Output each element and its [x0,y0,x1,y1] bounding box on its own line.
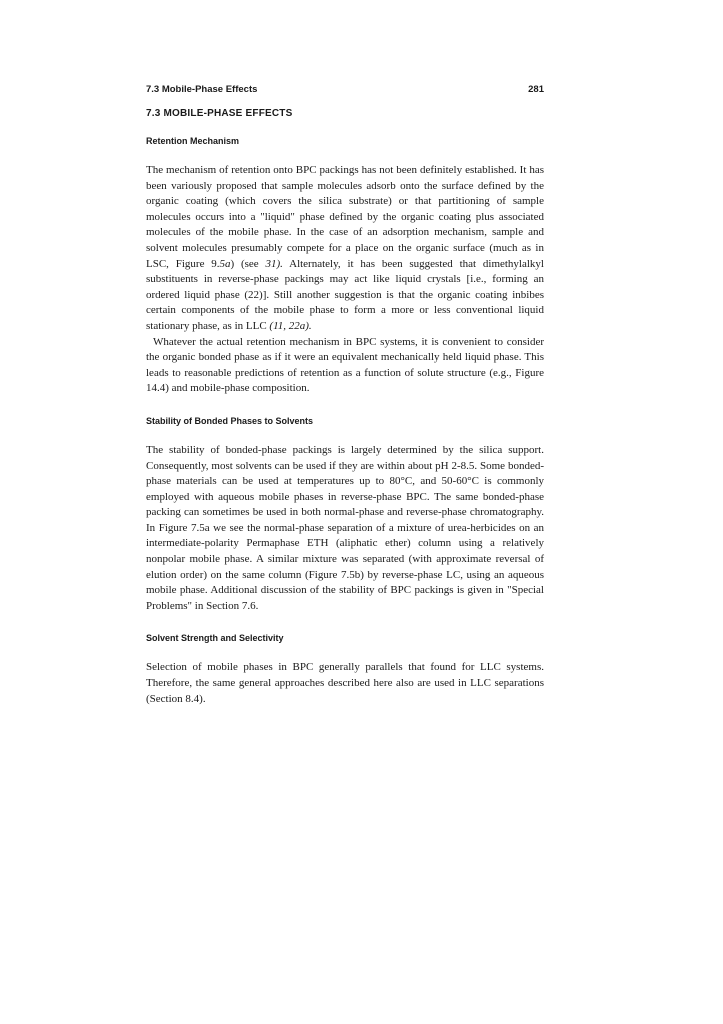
retention-p1-text-b: ) (see [230,257,266,270]
retention-p1-text-c: Alternately, it has been suggested that dimethylalkyl substituents in reverse-phase packings may act like liquid crystals [i.e., forming an ordered liquid phase (22)]. Still another suggestion is that the organic coating inbibes certain components of the mobile phase to form a more or less conventional liquid stationary phase, as in LLC [146,257,544,332]
solvent-strength-heading: Solvent Strength and Selectivity [146,633,284,644]
stability-paragraph-1: The stability of bonded-phase packings is largely determined by the silica support. Consequently, most solvents can be used if they are within about pH 2-8.5. Some bonded-phase materials can be used at temperatures up to 80°C, and 50-60°C is commonly employed with aqueous mobile phases in reverse-phase BPC. The same bonded-phase packing can sometimes be used in both normal-phase and reverse-phase chromatography. In Figure 7.5a we see the normal-phase separation of a mixture of urea-herbicides on an intermediate-polarity Permaphase ETH (aliphatic ether) column using a relatively nonpolar mobile phase. A similar mixture was separated (with approximate reversal of elution order) on the same column (Figure 7.5b) by reverse-phase LC, using an aqueous mobile phase. Additional discussion of the stability of BPC packings is given in "Special Problems" in Section 7.6. [146,443,544,612]
page-number: 281 [528,84,544,95]
solvent-paragraph-1: Selection of mobile phases in BPC generally parallels that found for LLC systems. Therefore, the same general approaches described here also are used in LLC separations (Section 8.4). [146,661,544,705]
retention-p1-text-a: The mechanism of retention onto BPC packings has not been definitely established. It has been variously proposed that sample molecules adsorb onto the surface defined by the organic coating (which covers the silica substrate) or that partitioning of sample molecules occurs into a "liquid" phase defined by the organic coating plus associated molecules of the mobile phase. In the case of an adsorption mechanism, sample and solvent molecules presumably compete for a place on the organic surface (much as in LSC, Figure 9. [146,164,544,270]
book-page [146,84,544,707]
retention-p1-reference-1: 31). [265,257,283,270]
running-head-section: 7.3 Mobile-Phase Effects [146,84,258,95]
retention-mechanism-heading: Retention Mechanism [146,136,240,146]
retention-paragraph-1 [146,163,544,335]
stability-heading: Stability of Bonded Phases to Solvents [146,415,314,426]
running-head [146,84,544,96]
retention-paragraph-2: Whatever the actual retention mechanism in BPC systems, it is convenient to consider the organic bonded phase as if it were an equivalent mechanically held liquid phase. This leads to reasonable predictions of retention as a function of solute structure (e.g., Figure 14.4) and mobile-phase composition. [146,335,544,395]
retention-p1-figure-suffix: 5a [219,257,231,270]
section-title: 7.3 MOBILE-PHASE EFFECTS [146,108,293,119]
retention-p1-reference-2: (11, 22a). [269,319,312,332]
